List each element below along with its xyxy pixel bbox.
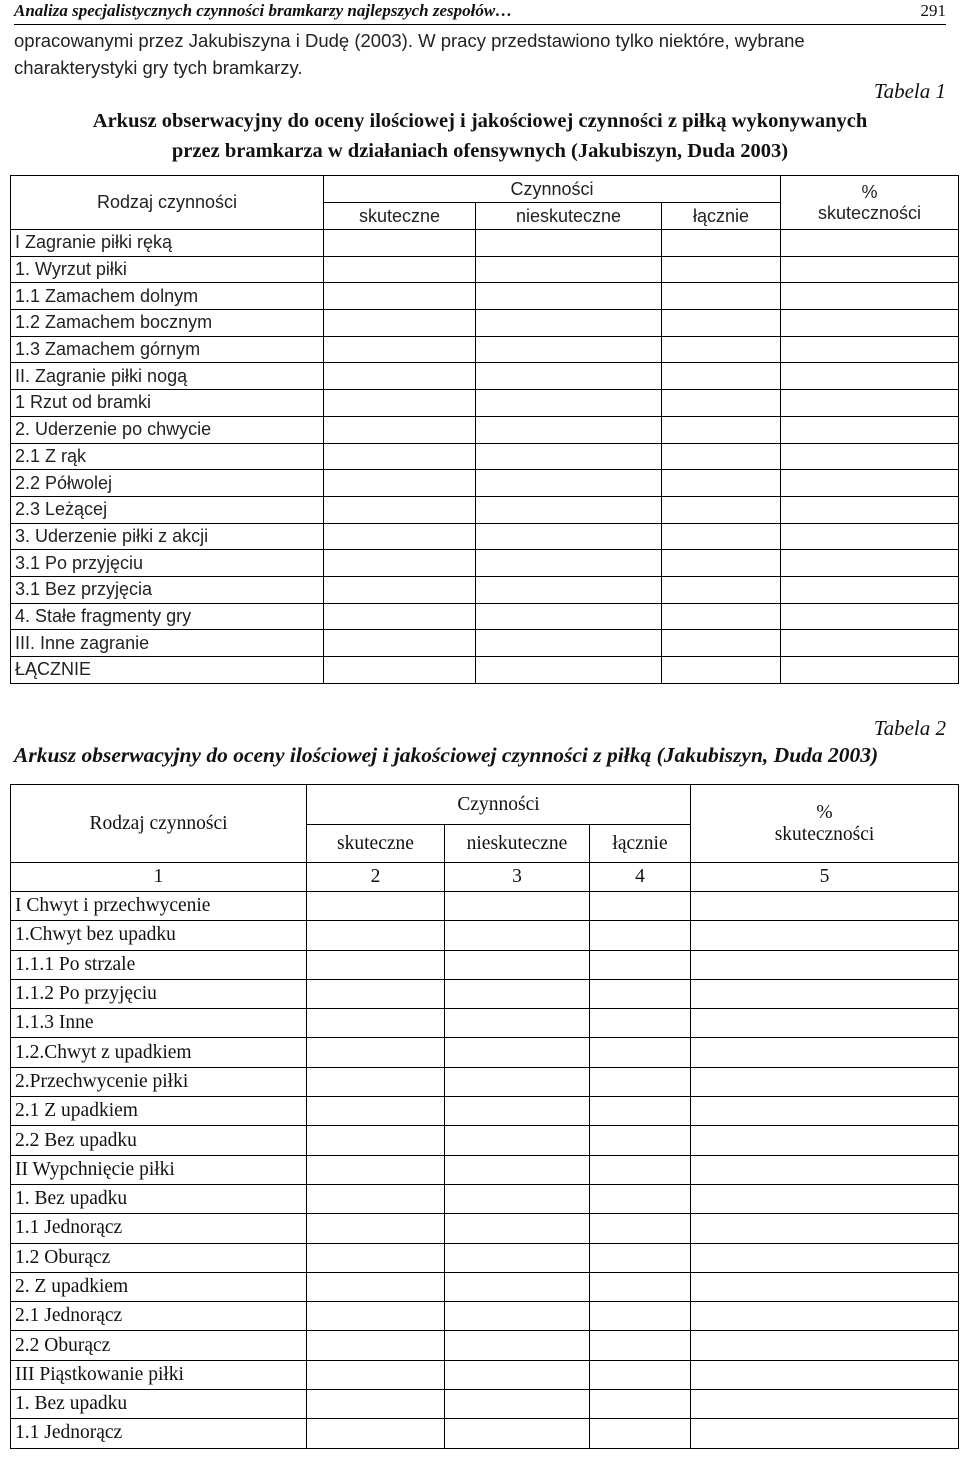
table-2-row [11,1214,959,1243]
table-1-cell [781,416,959,443]
table-2-cell [590,1184,691,1213]
table-1-cell [781,470,959,497]
table-2-header-success: skuteczne [307,825,445,863]
table-2-cell [307,1272,445,1301]
table-2-row-label: 2.2 Bez upadku [11,1126,307,1155]
table-2-cell [307,1360,445,1389]
table-2-cell [307,1184,445,1213]
table-2-cell [691,1302,959,1331]
table-1-row [11,576,959,603]
table-1-cell [324,336,476,363]
table-2-row-label: III Piąstkowanie piłki [11,1360,307,1389]
table-1-cell [781,443,959,470]
table-1-row [11,390,959,417]
table-1-row [11,603,959,630]
table-1-cell [662,310,781,337]
table-1-cell [662,470,781,497]
table-1-row [11,443,959,470]
table-2-header-group: Czynności [307,785,691,825]
table-2-cell [691,1155,959,1184]
intro-paragraph [14,27,949,81]
table-2-row-label: I Chwyt i przechwycenie [11,892,307,921]
table-1-cell [324,523,476,550]
table-1-title-line-2: przez bramkarza w działaniach ofensywnych (Jakubiszyn, Duda 2003) [171,140,789,162]
table-1-header-total: łącznie [662,203,781,230]
table-2-cell [307,1390,445,1419]
table-2-row [11,1097,959,1126]
table-1-cell [662,657,781,684]
table-2-cell [307,950,445,979]
table-2-cell [691,1419,959,1448]
table-1-cell [476,283,662,310]
table-2-cell [590,1155,691,1184]
table-1-header-percent-label: skuteczności [818,202,922,223]
table-1-cell [781,630,959,657]
table-2-cell [691,1009,959,1038]
table-1-cell [324,657,476,684]
table-2-cell [691,1184,959,1213]
table-1-cell [662,283,781,310]
table-2-row-label: 1.2 Oburącz [11,1243,307,1272]
table-2-column-number: 4 [590,863,691,892]
table-1-cell [476,416,662,443]
table-2-cell [445,1214,590,1243]
table-1-row [11,283,959,310]
table-2-cell [590,1097,691,1126]
table-1 [10,175,959,684]
table-1-cell [781,310,959,337]
table-1-cell [781,230,959,257]
table-1-cell [476,443,662,470]
table-2-cell [691,1126,959,1155]
table-1-row-label: 4. Stałe fragmenty gry [11,603,324,630]
table-1-header-percent-symbol: % [861,181,878,202]
table-2-header-percent-label: skuteczności [774,823,875,845]
table-2-row-label: 2.1 Jednorącz [11,1302,307,1331]
intro-line-1: opracowanymi przez Jakubiszyna i Dudę (2003). W pracy przedstawiono tylko niektóre, wybrane [14,30,805,51]
table-2-cell [445,1097,590,1126]
table-2-cell [445,979,590,1008]
table-1-row-label: 2.2 Półwolej [11,470,324,497]
table-2-cell [691,1331,959,1360]
table-1-row [11,310,959,337]
table-2-cell [590,979,691,1008]
table-2-column-number: 1 [11,863,307,892]
table-1-cell [476,336,662,363]
table-1-row-label: 2.3 Leżącej [11,496,324,523]
table-2 [10,784,959,1449]
table-2-cell [691,1243,959,1272]
table-1-cell [662,523,781,550]
table-2-cell [307,1126,445,1155]
table-1-cell [781,363,959,390]
table-1-row [11,470,959,497]
table-2-title: Arkusz obserwacyjny do oceny ilościowej i jakościowej czynności z piłką (Jakubiszyn, Duda 2003) [14,743,879,767]
table-1-row-label: 1.2 Zamachem bocznym [11,310,324,337]
table-2-cell [307,892,445,921]
table-2-header-fail: nieskuteczne [445,825,590,863]
table-1-row-label: 3.1 Bez przyjęcia [11,576,324,603]
table-1-cell [662,496,781,523]
table-2-row [11,1184,959,1213]
table-1-cell [662,336,781,363]
table-1-row [11,230,959,257]
table-2-row-label: 1.1 Jednorącz [11,1214,307,1243]
table-2-header-percent-symbol: % [816,801,833,823]
table-2-row-label: 1.1.1 Po strzale [11,950,307,979]
table-2-cell [307,1214,445,1243]
table-1-cell [662,550,781,577]
table-2-row [11,892,959,921]
table-1-row [11,363,959,390]
table-2-cell [590,892,691,921]
table-2-cell [445,1419,590,1448]
table-1-cell [324,230,476,257]
table-1-cell [662,363,781,390]
intro-line-2: charakterystyki gry tych bramkarzy. [14,57,303,78]
table-2-column-number: 2 [307,863,445,892]
table-2-cell [691,950,959,979]
table-2-cell [691,1360,959,1389]
table-2-row [11,1331,959,1360]
table-1-header-fail: nieskuteczne [476,203,662,230]
table-2-cell [307,1155,445,1184]
table-2-cell [590,950,691,979]
table-2-cell [307,1243,445,1272]
table-1-cell [662,630,781,657]
table-1-cell [781,390,959,417]
table-2-cell [445,1184,590,1213]
table-1-title [0,106,960,166]
page-number: 291 [920,1,946,20]
table-1-cell [476,523,662,550]
table-1-cell [781,256,959,283]
table-1-cell [662,416,781,443]
table-1-cell [781,336,959,363]
table-2-row-label: 2.1 Z upadkiem [11,1097,307,1126]
table-2-body [11,863,959,1449]
table-1-cell [324,496,476,523]
table-2-header-percent [691,785,959,863]
table-2-cell [691,979,959,1008]
table-2-cell [590,1419,691,1448]
table-1-cell [476,496,662,523]
table-2-cell [590,1038,691,1067]
table-2-row [11,979,959,1008]
table-2-column-number-row [11,863,959,892]
table-2-cell [445,1067,590,1096]
table-1-cell [781,657,959,684]
table-1-cell [476,657,662,684]
table-2-cell [691,1097,959,1126]
table-2-cell [307,1038,445,1067]
table-2-cell [307,1302,445,1331]
table-2-cell [445,1155,590,1184]
table-2-cell [691,1038,959,1067]
table-1-row [11,550,959,577]
table-2-row-label: 2.2 Oburącz [11,1331,307,1360]
table-2-cell [590,1243,691,1272]
table-1-cell [324,310,476,337]
table-2-row [11,950,959,979]
table-2-cell [445,1009,590,1038]
table-2-cell [307,1067,445,1096]
table-2-cell [307,1097,445,1126]
table-2-row [11,1038,959,1067]
table-1-cell [781,550,959,577]
table-1-body [11,230,959,684]
table-1-row-label: III. Inne zagranie [11,630,324,657]
table-2-cell [445,892,590,921]
table-1-cell [476,470,662,497]
table-2-cell [445,1126,590,1155]
table-2-row [11,1390,959,1419]
table-2-label: Tabela 2 [873,716,946,740]
table-2-cell [445,1360,590,1389]
table-1-row-label: 1.3 Zamachem górnym [11,336,324,363]
table-2-row-label: 2. Z upadkiem [11,1272,307,1301]
table-2-cell [590,1331,691,1360]
table-2-cell [590,1126,691,1155]
running-title: Analiza specjalistycznych czynności bramkarzy najlepszych zespołów… [14,1,513,20]
table-1-row-label: ŁĄCZNIE [11,657,324,684]
table-2-row [11,1009,959,1038]
table-1-header-type: Rodzaj czynności [11,176,324,230]
table-2-cell [307,1419,445,1448]
table-1-cell [324,256,476,283]
table-2-row-label: II Wypchnięcie piłki [11,1155,307,1184]
table-2-row [11,1126,959,1155]
table-2-cell [445,1243,590,1272]
table-2-cell [307,1009,445,1038]
table-2-cell [590,1360,691,1389]
table-1-row-label: I Zagranie piłki ręką [11,230,324,257]
table-2-column-number: 3 [445,863,590,892]
table-2-row-label: 1.1.2 Po przyjęciu [11,979,307,1008]
table-1-header-percent [781,176,959,230]
table-1-row [11,523,959,550]
table-2-row-label: 1. Bez upadku [11,1184,307,1213]
table-1-row [11,336,959,363]
table-1-row-label: 1. Wyrzut piłki [11,256,324,283]
table-2-row [11,1360,959,1389]
table-1-row [11,657,959,684]
table-2-cell [590,1009,691,1038]
table-2-row-label: 1.1 Jednorącz [11,1419,307,1448]
table-1-header-group: Czynności [324,176,781,203]
table-2-row [11,1243,959,1272]
table-2-cell [590,1067,691,1096]
table-2-cell [691,1214,959,1243]
table-1-cell [476,256,662,283]
table-1-cell [324,390,476,417]
table-1-cell [781,283,959,310]
table-2-header-type: Rodzaj czynności [11,785,307,863]
table-2-cell [691,892,959,921]
table-1-cell [324,470,476,497]
table-1-cell [324,576,476,603]
table-1-cell [476,363,662,390]
running-header [14,0,946,25]
table-2-cell [691,1390,959,1419]
table-1-row-label: 3.1 Po przyjęciu [11,550,324,577]
table-2-cell [445,921,590,950]
table-1-row [11,256,959,283]
table-2-cell [590,1390,691,1419]
table-2-cell [445,950,590,979]
table-1-row-label: 2.1 Z rąk [11,443,324,470]
table-1-cell [324,363,476,390]
table-1-cell [324,630,476,657]
table-2-row [11,1302,959,1331]
table-1-cell [324,603,476,630]
table-1-row-label: 3. Uderzenie piłki z akcji [11,523,324,550]
table-2-header-total: łącznie [590,825,691,863]
table-2-row-label: 2.Przechwycenie piłki [11,1067,307,1096]
table-1-label: Tabela 1 [873,79,946,103]
table-2-cell [590,921,691,950]
table-2-cell [590,1272,691,1301]
table-1-cell [662,603,781,630]
table-1-row [11,496,959,523]
table-1-cell [662,576,781,603]
table-1-row [11,630,959,657]
table-1-cell [476,310,662,337]
table-1-cell [476,230,662,257]
table-1-row-label: II. Zagranie piłki nogą [11,363,324,390]
table-1-cell [476,630,662,657]
table-1-row-label: 1.1 Zamachem dolnym [11,283,324,310]
table-1-cell [324,443,476,470]
table-2-cell [590,1302,691,1331]
table-1-cell [476,550,662,577]
table-2-cell [691,1067,959,1096]
table-2-row-label: 1.Chwyt bez upadku [11,921,307,950]
table-2-cell [445,1272,590,1301]
table-2-cell [445,1331,590,1360]
table-2-column-number: 5 [691,863,959,892]
table-1-cell [662,256,781,283]
table-1-cell [662,443,781,470]
table-2-cell [445,1302,590,1331]
table-2-row-label: 1.1.3 Inne [11,1009,307,1038]
table-2-row [11,1155,959,1184]
table-1-cell [662,230,781,257]
table-1-cell [781,603,959,630]
table-1-row-label: 2. Uderzenie po chwycie [11,416,324,443]
table-1-cell [324,283,476,310]
table-2-row [11,1419,959,1448]
table-1-cell [781,523,959,550]
table-1-cell [476,603,662,630]
table-1-cell [781,576,959,603]
table-2-cell [445,1038,590,1067]
table-2-cell [307,979,445,1008]
table-2-cell [307,921,445,950]
table-2-row [11,921,959,950]
table-1-row [11,416,959,443]
table-1-cell [324,416,476,443]
table-2-cell [307,1331,445,1360]
table-1-cell [476,576,662,603]
table-1-cell [324,550,476,577]
table-2-row [11,1067,959,1096]
table-2-cell [590,1214,691,1243]
table-2-cell [445,1390,590,1419]
table-2-cell [691,921,959,950]
table-1-title-line-1: Arkusz obserwacyjny do oceny ilościowej i jakościowej czynności z piłką wykonywanych [92,110,868,132]
table-1-cell [476,390,662,417]
table-1-cell [662,390,781,417]
table-2-row-label: 1. Bez upadku [11,1390,307,1419]
table-2-row-label: 1.2.Chwyt z upadkiem [11,1038,307,1067]
table-1-row-label: 1 Rzut od bramki [11,390,324,417]
table-2-cell [691,1272,959,1301]
table-1-header-success: skuteczne [324,203,476,230]
table-1-cell [781,496,959,523]
table-2-row [11,1272,959,1301]
